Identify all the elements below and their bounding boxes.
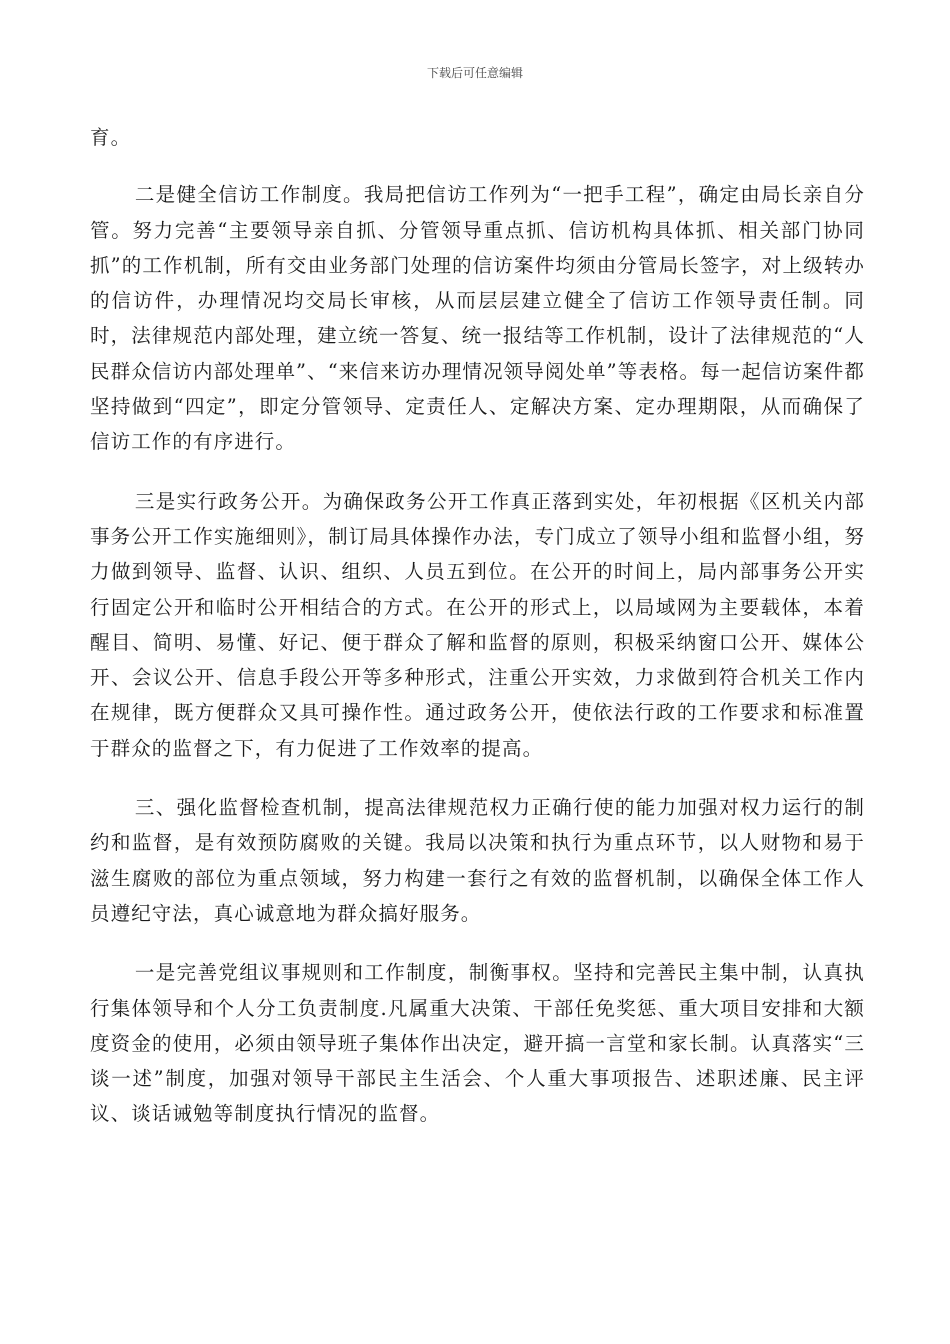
paragraph-supervision-mechanism: 三、强化监督检查机制，提高法律规范权力正确行使的能力加强对权力运行的制约和监督，是有效预防腐败的关键。我局以决策和执行为重点环节，以人财物和易于滋生腐败的部位为重点领域，努力构建一套行之有效的监督机制，以确保全体工作人员遵纪守法，真心诚意地为群众搞好服务。 <box>90 796 865 925</box>
paragraph-continuation: 育。 <box>90 126 132 149</box>
paragraph-government-openness: 三是实行政务公开。为确保政务公开工作真正落到实处，年初根据《区机关内部事务公开工作实施细则》，制订局具体操作办法，专门成立了领导小组和监督小组，努力做到领导、监督、认识、组织、人员五到位。在公开的时间上，局内部事务公开实行固定公开和临时公开相结合的方式。在公开的形式上，以局域网为主要载体，本着醒目、简明、易懂、好记、便于群众了解和监督的原则，积极采纳窗口公开、媒体公开、会议公开、信息手段公开等多种形式，注重公开实效，力求做到符合机关工作内在规律，既方便群众又具可操作性。通过政务公开，使依法行政的工作要求和标准置于群众的监督之下，有力促进了工作效率的提高。 <box>90 489 865 760</box>
page-header: 下载后可任意编辑 <box>426 66 523 80</box>
paragraph-petition-system: 二是健全信访工作制度。我局把信访工作列为“一把手工程”，确定由局长亲自分管。努力完善“主要领导亲自抓、分管领导重点抓、信访机构具体抓、相关部门协同抓”的工作机制，所有交由业务部门处理的信访案件均须由分管局长签字，对上级转办的信访件，办理情况均交局长审核，从而层层建立健全了信访工作领导责任制。同时，法律规范内部处理，建立统一答复、统一报结等工作机制，设计了法律规范的“人民群众信访内部处理单”、“来信来访办理情况领导阅处单”等表格。每一起信访案件都坚持做到“四定”，即定分管领导、定责任人、定解决方案、定办理期限，从而确保了信访工作的有序进行。 <box>90 183 865 454</box>
paragraph-party-rules: 一是完善党组议事规则和工作制度，制衡事权。坚持和完善民主集中制，认真执行集体领导和个人分工负责制度.凡属重大决策、干部任免奖惩、重大项目安排和大额度资金的使用，必须由领导班子集体作出决定，避开搞一言堂和家长制。认真落实“三谈一述”制度，加强对领导干部民主生活会、个人重大事项报告、述职述廉、民主评议、谈话诫勉等制度执行情况的监督。 <box>90 961 865 1126</box>
document-body <box>90 120 865 1156</box>
